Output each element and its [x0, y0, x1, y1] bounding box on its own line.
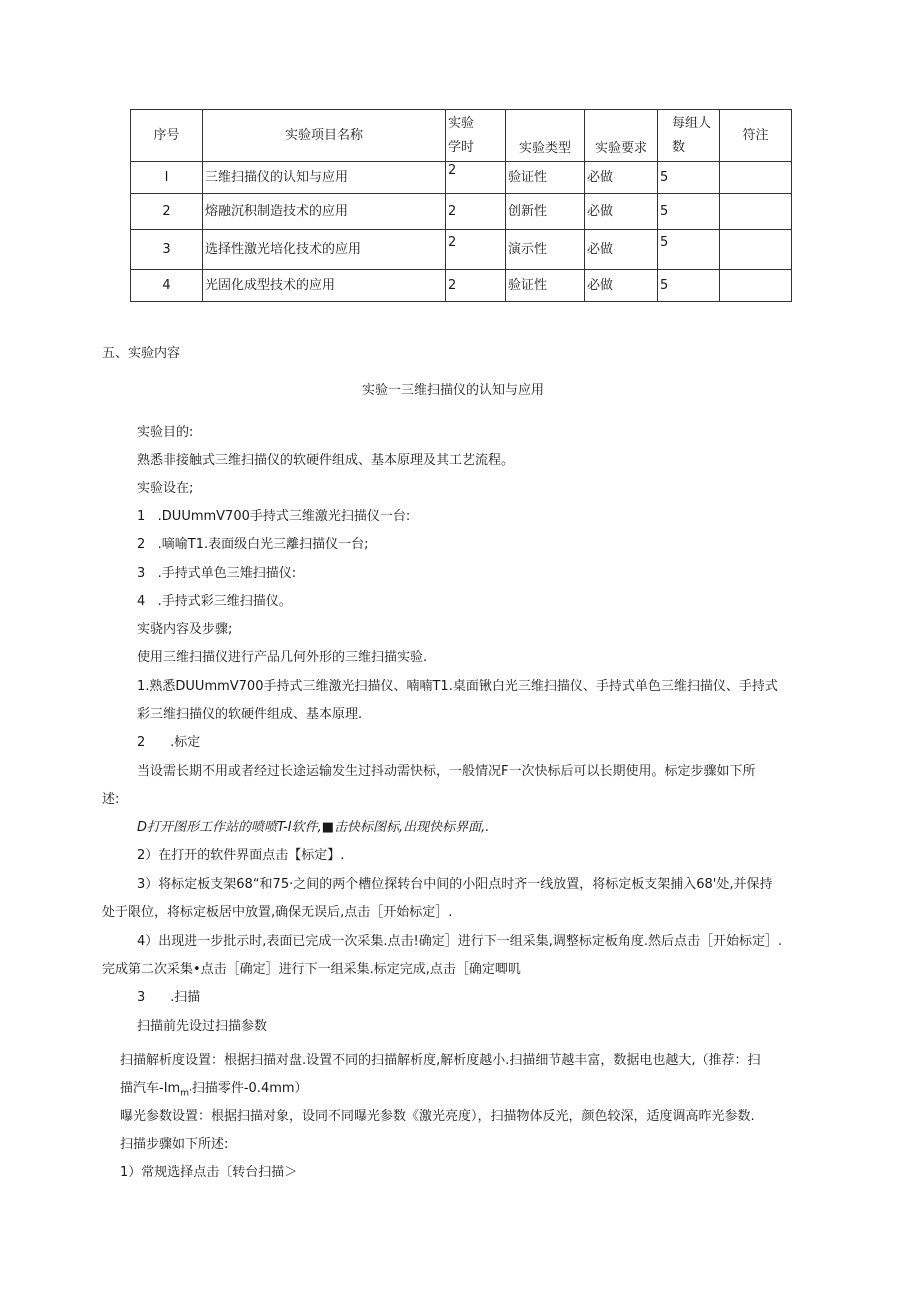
- row-group: 5: [658, 162, 720, 194]
- header-hours-line1: 实验: [448, 115, 475, 131]
- row-req: 必做: [585, 162, 658, 194]
- table-header-row: [131, 110, 792, 162]
- exposure-setting: 曝光参数设置：根据扫描对象，设同不同曝光参数《激光亮度），扫描物体反光，颜色较深，适度调高昨光参数.: [120, 1109, 755, 1124]
- row-hours: 2: [446, 162, 506, 194]
- step-2-heading: 2 .标定: [137, 735, 201, 750]
- experiment-title: 实验一三维扫描仪的认知与应用: [362, 383, 545, 398]
- resolution-subscript: m’: [180, 1088, 192, 1099]
- equipment-item-4: 4 .手持式彩三维扫描仪。: [137, 594, 292, 609]
- equipment-label: 实验设在;: [137, 481, 194, 496]
- row-note: [720, 194, 792, 230]
- calibration-step-2: 2）在打开的软件界面点击【标定】.: [137, 848, 345, 863]
- row-seq: I: [131, 162, 203, 194]
- header-group-line1: 每组人: [672, 115, 712, 131]
- calibration-step-3-line-2: 处于限位，将标定板居中放置,确保无误后,点击［开始标定］.: [102, 905, 453, 920]
- equipment-item-3: 3 .手持式单色三雉扫描仪:: [137, 566, 297, 581]
- table-row: [131, 270, 792, 302]
- scan-step-1: 1）常规选择点击〔转台扫描＞: [120, 1165, 298, 1180]
- header-hours-line2: 学时: [448, 139, 475, 155]
- row-req: 必做: [585, 194, 658, 230]
- equipment-item-2: 2 .嘀喻T1.表面级白光三離扫描仪一台;: [137, 537, 369, 552]
- row-group: 5: [658, 194, 720, 230]
- step-1-line-2: 彩三维扫描仪的软硬件组成、基本原理.: [137, 707, 363, 722]
- row-type: 验证性: [506, 270, 585, 302]
- row-req: 必做: [585, 230, 658, 270]
- resolution-setting-line-2: [120, 1080, 308, 1103]
- row-note: [720, 162, 792, 194]
- step-1-line-1: 1.熟悉DUUmmV700手持式三维激光扫描仪、喃喃T1.桌面锹白光三维扫描仪、手持式单色三维扫描仪、手持式: [137, 679, 778, 694]
- row-hours: 2: [446, 270, 506, 302]
- row-group: 5: [658, 270, 720, 302]
- row-seq: 4: [131, 270, 203, 302]
- header-type: 实验类型: [506, 110, 585, 162]
- table-row: [131, 194, 792, 230]
- calibration-step-3-line-1: 3）将标定板支架68“和75·之间的两个槽位探转台中间的小阳点时齐一线放置，将标定板支架捕入68'处,并保持: [137, 877, 773, 892]
- purpose-label: 实验目的:: [137, 425, 194, 440]
- header-req: 实验要求: [585, 110, 658, 162]
- row-name: 熔融沉积制造技术的应用: [203, 194, 446, 230]
- calibration-step-4-line-2: 完成第二次采集•点击［确定］进行下一组采集.标定完成,点击［确定唧叽: [102, 962, 521, 977]
- section-title: 五、实验内容: [102, 346, 181, 361]
- header-hours: [446, 110, 506, 162]
- row-seq: 3: [131, 230, 203, 270]
- row-type: 演示性: [506, 230, 585, 270]
- table-row: [131, 230, 792, 270]
- header-group: [658, 110, 720, 162]
- calibration-step-4-line-1: 4）出现进一步批示时,表面已完成一次采集.点击!确定］进行下一组采集,调整标定板角度.然后点击［开始标定］.: [137, 934, 783, 949]
- experiment-table: [130, 109, 792, 302]
- row-hours: 2: [446, 194, 506, 230]
- row-type: 创新性: [506, 194, 585, 230]
- scan-preparation: 扫描前先设过扫描参数: [137, 1019, 268, 1034]
- row-name: 选择性激光培化技术的应用: [203, 230, 446, 270]
- header-note: 符注: [720, 110, 792, 162]
- content-text: 使用三维扫描仪进行产品几何外形的三维扫描实验.: [137, 650, 428, 665]
- resolution-text-a: 描汽车-Im: [120, 1081, 181, 1096]
- purpose-text: 熟悉非接触式三维扫描仪的软硬件组成、基本原理及其工艺流程。: [137, 453, 515, 468]
- resolution-text-b: 扫描零件-0.4mm）: [191, 1081, 308, 1096]
- header-group-line2: 数: [672, 139, 686, 155]
- header-name: 实验项目名称: [203, 110, 446, 162]
- calibration-intro-line-1: 当设需长期不用或者经过长途运输发生过抖动需快标，一般情况F一次快标后可以长期使用。标定步骤如下所: [137, 764, 756, 779]
- calibration-intro-line-2: 述:: [102, 792, 120, 807]
- content-label: 实骁内容及步骤;: [137, 622, 233, 637]
- table-row: [131, 162, 792, 194]
- step-3-heading: 3 .扫描: [137, 990, 201, 1005]
- row-note: [720, 230, 792, 270]
- row-group: 5: [658, 230, 720, 270]
- row-seq: 2: [131, 194, 203, 230]
- equipment-item-1: 1 .DUUmmV700手持式三维激光扫描仪一台:: [137, 509, 411, 524]
- row-req: 必做: [585, 270, 658, 302]
- row-hours: 2: [446, 230, 506, 270]
- header-seq: 序号: [131, 110, 203, 162]
- row-type: 验证性: [506, 162, 585, 194]
- calibration-step-1: D打开图形工作站的喷喷T-I软件,■击快标图标,出现快标界面,.: [137, 820, 490, 835]
- scan-steps-intro: 扫描步骤如下所述:: [120, 1137, 229, 1152]
- row-note: [720, 270, 792, 302]
- row-name: 光固化成型技术的应用: [203, 270, 446, 302]
- resolution-setting-line-1: 扫描解析度设置：根据扫描对盘.设置不同的扫描解析度,解析度越小.扫描细节越丰富，数据电也越大,（推荐：扫: [120, 1053, 761, 1068]
- row-name: 三维扫描仪的认知与应用: [203, 162, 446, 194]
